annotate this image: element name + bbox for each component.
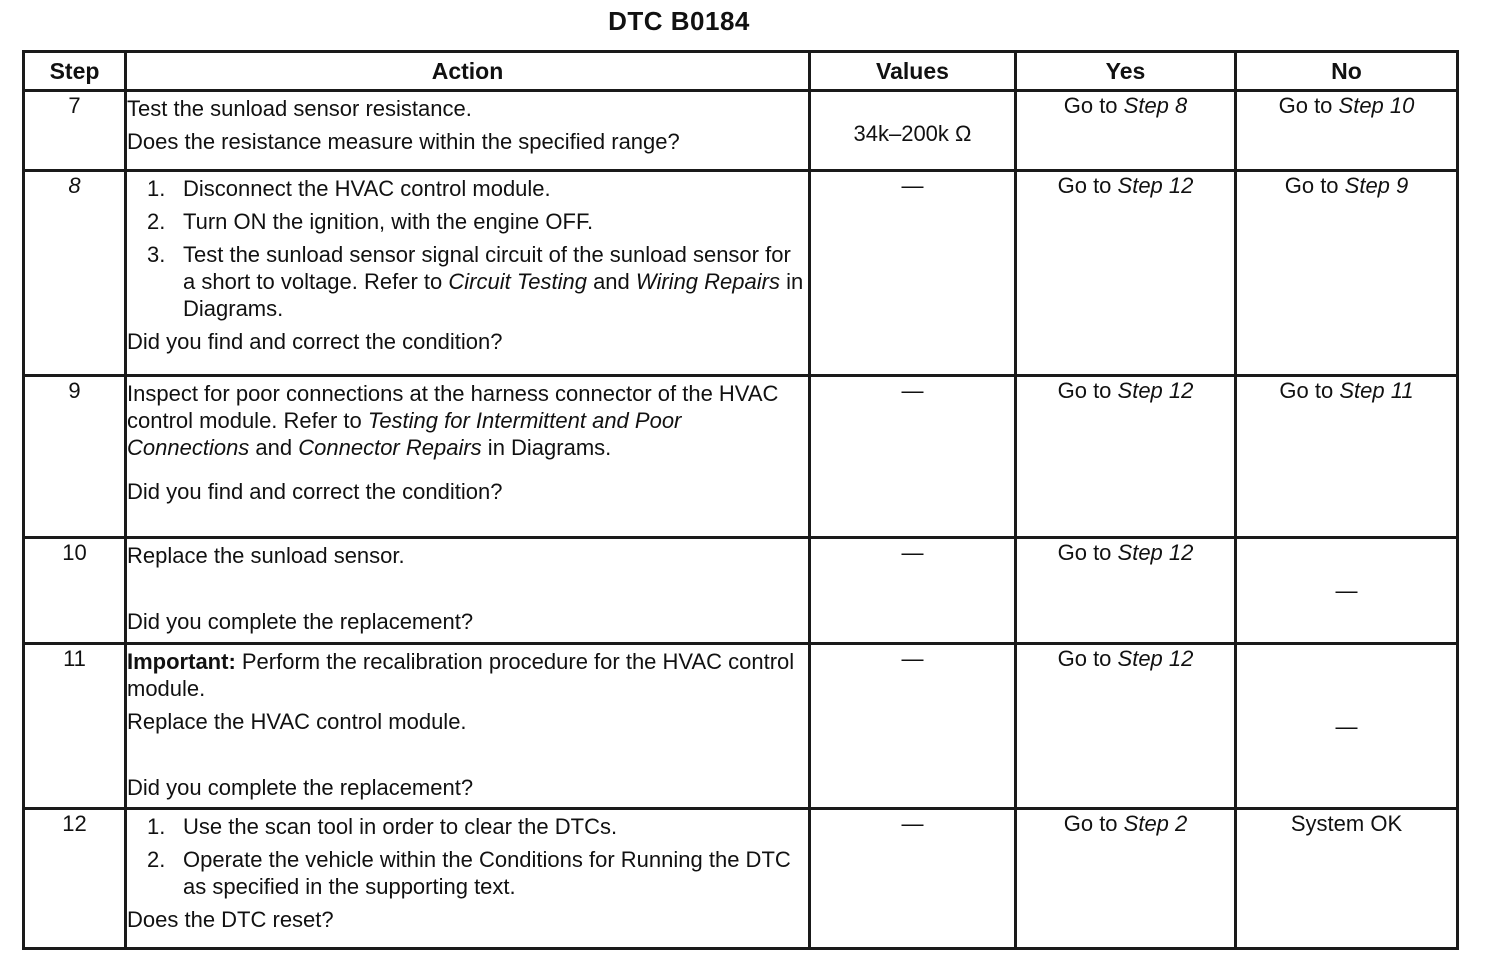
table-row-step-11 (24, 644, 1458, 809)
header-step: Step (24, 52, 126, 91)
yes-cell: Go to Step 12 (1016, 171, 1236, 376)
step-link: Step 11 (1339, 378, 1414, 403)
step-link: Step 9 (1344, 173, 1409, 198)
reference-link: Connector Repairs (298, 435, 482, 460)
action-question: Does the DTC reset? (127, 907, 334, 932)
yes-cell: Go to Step 12 (1016, 376, 1236, 538)
action-text: Test the sunload sensor resistance. (127, 96, 472, 121)
step-link: Step 12 (1117, 540, 1194, 565)
action-question: Does the resistance measure within the specified range? (127, 129, 680, 154)
action-question: Did you find and correct the condition? (127, 479, 503, 504)
diagnostic-table (22, 50, 1459, 950)
header-no: No (1236, 52, 1458, 91)
action-cell (126, 538, 810, 644)
page-title: DTC B0184 (608, 6, 750, 36)
step-number: 7 (24, 91, 126, 171)
yes-cell: Go to Step 2 (1016, 809, 1236, 949)
table-row-step-12 (24, 809, 1458, 949)
action-list (127, 175, 808, 322)
step-link: Step 12 (1117, 173, 1194, 198)
yes-cell: Go to Step 8 (1016, 91, 1236, 171)
values-cell: — (810, 538, 1016, 644)
no-cell: System OK (1236, 809, 1458, 949)
header-action: Action (126, 52, 810, 91)
reference-link: Wiring Repairs (635, 269, 780, 294)
yes-cell: Go to Step 12 (1016, 644, 1236, 809)
important-note: Important: Perform the recalibration procedure for the HVAC control module. (127, 649, 795, 701)
list-item: 1. Disconnect the HVAC control module. (147, 176, 551, 201)
no-cell: Go to Step 11 (1236, 376, 1458, 538)
list-item: 2. Turn ON the ignition, with the engine OFF. (147, 209, 594, 234)
step-number: 9 (24, 376, 126, 538)
table-row-step-9 (24, 376, 1458, 538)
no-cell: — (1236, 538, 1458, 644)
yes-cell: Go to Step 12 (1016, 538, 1236, 644)
values-cell: — (810, 376, 1016, 538)
action-cell (126, 644, 810, 809)
step-link: Step 10 (1338, 93, 1415, 118)
no-cell: Go to Step 9 (1236, 171, 1458, 376)
action-list (127, 813, 808, 900)
no-cell: Go to Step 10 (1236, 91, 1458, 171)
action-cell (126, 809, 810, 949)
header-yes: Yes (1016, 52, 1236, 91)
step-link: Step 2 (1123, 811, 1188, 836)
values-cell: — (810, 644, 1016, 809)
action-cell (126, 376, 810, 538)
step-link: Step 12 (1117, 378, 1194, 403)
step-number: 10 (24, 538, 126, 644)
action-question: Did you complete the replacement? (127, 609, 474, 634)
table-header-row (24, 52, 1458, 91)
values-cell: — (810, 809, 1016, 949)
step-link: Step 8 (1123, 93, 1188, 118)
values-cell: 34k–200k Ω (810, 91, 1016, 171)
step-number: 8 (24, 171, 126, 376)
list-item: 2. Operate the vehicle within the Conditions for Running the DTC as specified in the supporting text. (147, 847, 791, 899)
table-row-step-8 (24, 171, 1458, 376)
action-cell (126, 91, 810, 171)
list-item: 3. Test the sunload sensor signal circuit of the sunload sensor for a short to voltage. Refer to Circuit Testing and Wiring Repairs in Diagrams. (147, 242, 804, 321)
no-cell: — (1236, 644, 1458, 809)
action-cell (126, 171, 810, 376)
action-text: Inspect for poor connections at the harness connector of the HVAC control module. Refer to Testing for Intermittent and Poor Connections and Connector Repairs in Diagrams. (127, 381, 779, 460)
header-values: Values (810, 52, 1016, 91)
step-number: 12 (24, 809, 126, 949)
step-number: 11 (24, 644, 126, 809)
step-link: Step 12 (1117, 646, 1194, 671)
action-text: Replace the sunload sensor. (127, 543, 405, 568)
action-question: Did you complete the replacement? (127, 775, 474, 800)
action-question: Did you find and correct the condition? (127, 329, 503, 354)
table-row-step-10 (24, 538, 1458, 644)
reference-link: Testing for Intermittent and Poor Connections (127, 408, 682, 460)
action-text: Replace the HVAC control module. (127, 709, 467, 734)
values-cell: — (810, 171, 1016, 376)
list-item: 1. Use the scan tool in order to clear the DTCs. (147, 814, 618, 839)
table-row-step-7 (24, 91, 1458, 171)
reference-link: Circuit Testing (448, 269, 587, 294)
